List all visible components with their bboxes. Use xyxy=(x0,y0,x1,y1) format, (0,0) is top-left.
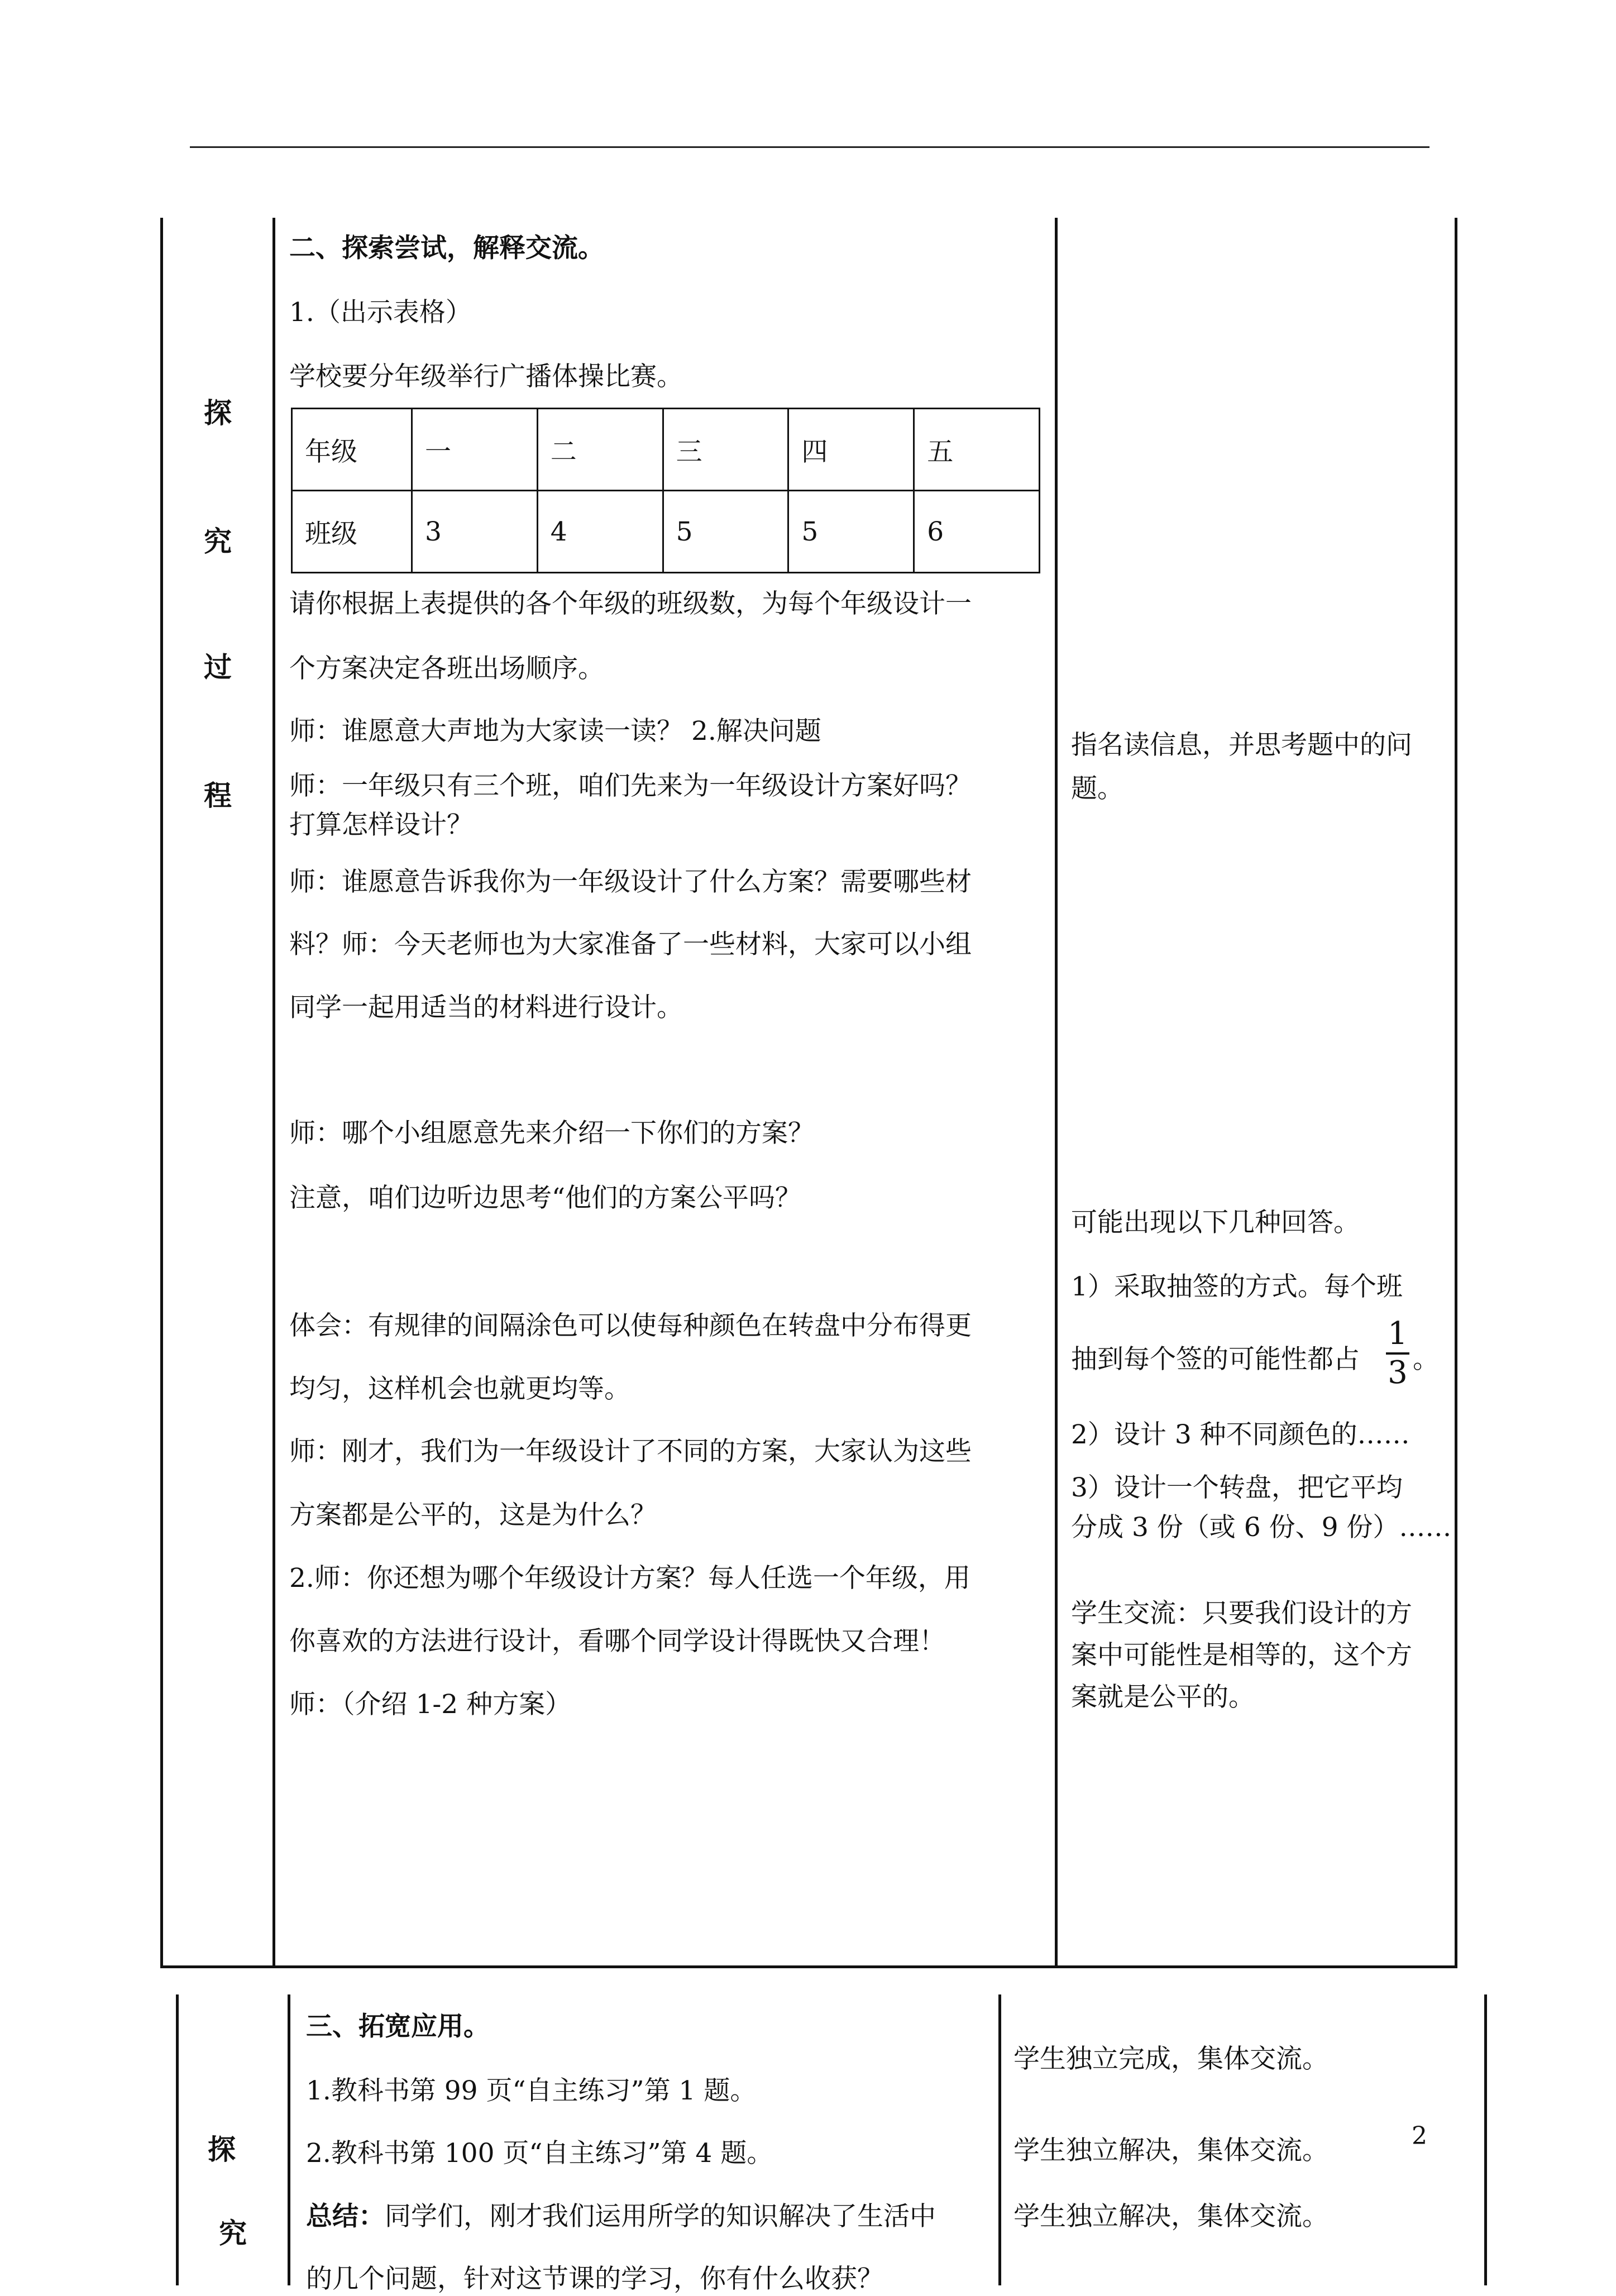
table-cell: 5 xyxy=(663,491,788,573)
table-cell: 5 xyxy=(788,491,914,573)
s2-item2: 2.教科书第 100 页“自主练习”第 4 题。 xyxy=(306,2138,773,2169)
s1-q2-line2: 打算怎样设计？ xyxy=(289,810,473,840)
s2-summary-line1 xyxy=(306,2200,936,2233)
header-rule xyxy=(190,146,1429,148)
s2-side-char-2: 究 xyxy=(219,2217,247,2250)
s1-r3-line2a: 抽到每个签的可能性都占 xyxy=(1071,1344,1360,1375)
s1-q5-line1: 师：刚才，我们为一年级设计了不同的方案，大家认为这些 xyxy=(289,1436,972,1467)
s1-note: 注意，咱们边听边思考“他们的方案公平吗？ xyxy=(289,1183,802,1213)
s1-r5-line2: 分成 3 份（或 6 份、9 份）…… xyxy=(1071,1512,1452,1543)
fraction-denominator: 3 xyxy=(1388,1355,1408,1391)
table-row xyxy=(292,491,1040,573)
s1-r3-line2b: 。 xyxy=(1413,1344,1439,1375)
table-cell: 年级 xyxy=(292,409,412,491)
s1-q2-line1: 师：一年级只有三个班，咱们先来为一年级设计方案好吗？ xyxy=(289,771,972,801)
s1-border-left xyxy=(160,218,163,1968)
table-cell: 4 xyxy=(537,491,663,573)
s2-r1: 学生独立完成，集体交流。 xyxy=(1013,2044,1328,2074)
s1-side-char-1: 探 xyxy=(204,396,232,429)
s1-task-line2: 个方案决定各班出场顺序。 xyxy=(289,653,604,684)
s1-r6-line2: 案中可能性是相等的，这个方 xyxy=(1071,1640,1412,1671)
s1-r4: 2）设计 3 种不同颜色的…… xyxy=(1071,1419,1410,1450)
s1-border-bottom xyxy=(160,1965,1457,1968)
s1-task2-line2: 你喜欢的方法进行设计，看哪个同学设计得既快又合理！ xyxy=(289,1626,945,1657)
s1-insight-line1: 体会：有规律的间隔涂色可以使每种颜色在转盘中分布得更 xyxy=(289,1310,972,1341)
s1-border-col2 xyxy=(1055,218,1058,1968)
s2-r2: 学生独立解决，集体交流。 xyxy=(1013,2135,1328,2166)
table-cell: 三 xyxy=(663,409,788,491)
table-cell: 班级 xyxy=(292,491,412,573)
s2-heading: 三、拓宽应用。 xyxy=(306,2011,490,2042)
s1-q3-line1: 师：谁愿意告诉我你为一年级设计了什么方案？需要哪些材 xyxy=(289,867,972,897)
summary-text: 同学们，刚才我们运用所学的知识解决了生活中 xyxy=(385,2201,936,2232)
s2-side-char-1: 探 xyxy=(208,2133,236,2166)
s1-step1: 1.（出示表格） xyxy=(289,297,472,328)
s1-intro: 学校要分年级举行广播体操比赛。 xyxy=(289,361,683,392)
s1-r6-line1: 学生交流：只要我们设计的方 xyxy=(1071,1598,1412,1629)
page-number: 2 xyxy=(1412,2122,1427,2150)
s1-r1-line2: 题。 xyxy=(1071,773,1123,804)
table-cell: 3 xyxy=(412,491,538,573)
table-cell: 四 xyxy=(788,409,914,491)
s1-q6: 师：（介绍 1-2 种方案） xyxy=(289,1689,572,1720)
s1-q3-line3: 同学一起用适当的材料进行设计。 xyxy=(289,992,683,1023)
s1-task2-line1: 2.师：你还想为哪个年级设计方案？每人任选一个年级，用 xyxy=(289,1563,970,1594)
s1-r3-line1: 1）采取抽签的方式。每个班 xyxy=(1071,1271,1403,1302)
fraction-one-third xyxy=(1384,1317,1412,1390)
s1-q5-line2: 方案都是公平的，这是为什么？ xyxy=(289,1500,657,1530)
table-cell: 五 xyxy=(914,409,1040,491)
s1-r5-line1: 3）设计一个转盘，把它平均 xyxy=(1071,1472,1403,1503)
class-count-table xyxy=(291,408,1040,573)
s2-border-col1 xyxy=(288,1994,290,2285)
table-cell: 二 xyxy=(537,409,663,491)
s1-heading: 二、探索尝试，解释交流。 xyxy=(289,233,604,264)
s1-side-char-4: 程 xyxy=(204,779,232,812)
table-row xyxy=(292,409,1040,491)
table-cell: 6 xyxy=(914,491,1040,573)
s2-item1: 1.教科书第 99 页“自主练习”第 1 题。 xyxy=(306,2075,757,2106)
fraction-numerator: 1 xyxy=(1388,1316,1408,1352)
s2-border-col2 xyxy=(998,1994,1001,2285)
s1-q4: 师：哪个小组愿意先来介绍一下你们的方案？ xyxy=(289,1118,814,1149)
s2-border-right xyxy=(1484,1994,1487,2285)
s2-border-left xyxy=(176,1994,179,2285)
s1-q1: 师：谁愿意大声地为大家读一读？ 2.解决问题 xyxy=(289,716,821,747)
s2-summary-line2: 的几个问题，针对这节课的学习，你有什么收获？ xyxy=(306,2264,883,2294)
s1-r1-line1: 指名读信息，并思考题中的问 xyxy=(1071,730,1412,760)
s1-side-char-2: 究 xyxy=(204,525,232,558)
s1-task-line1: 请你根据上表提供的各个年级的班级数，为每个年级设计一 xyxy=(289,589,972,619)
s1-border-col1 xyxy=(272,218,275,1968)
s1-side-char-3: 过 xyxy=(204,650,232,683)
table-cell: 一 xyxy=(412,409,538,491)
s2-r3: 学生独立解决，集体交流。 xyxy=(1013,2201,1328,2232)
s1-r2: 可能出现以下几种回答。 xyxy=(1071,1207,1360,1238)
summary-label: 总结： xyxy=(306,2201,385,2232)
s1-insight-line2: 均匀，这样机会也就更均等。 xyxy=(289,1374,630,1404)
s1-q3-line2: 料？师：今天老师也为大家准备了一些材料，大家可以小组 xyxy=(289,929,972,960)
s1-border-right xyxy=(1455,218,1457,1968)
s1-r6-line3: 案就是公平的。 xyxy=(1071,1682,1255,1713)
